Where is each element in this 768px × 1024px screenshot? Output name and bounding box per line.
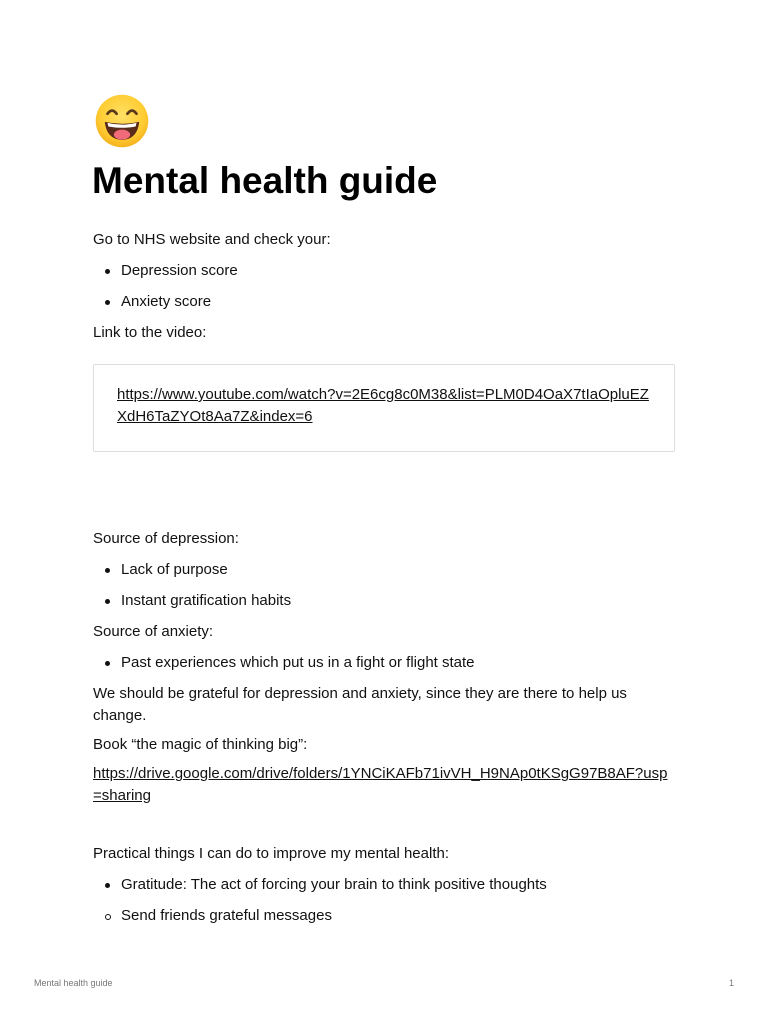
video-link[interactable]: https://www.youtube.com/watch?v=2E6cg8c0M38&list=PLM0D4OaX7tIaOpluEZXdH6TaZYOt8Aa7Z&index=6	[117, 386, 649, 425]
scores-list	[93, 260, 675, 313]
footer-title: Mental health guide	[34, 978, 113, 988]
list-item: Anxiety score	[121, 291, 675, 313]
book-link[interactable]: https://drive.google.com/drive/folders/1YNCiKAFb71ivVH_H9NAp0tKSgG97B8AF?usp=sharing	[93, 765, 668, 804]
list-item: Send friends grateful messages	[121, 905, 675, 927]
list-item: Lack of purpose	[121, 559, 675, 581]
intro-text: Go to NHS website and check your:	[93, 231, 331, 248]
anxiety-sources-list	[93, 652, 675, 674]
spacer	[93, 807, 675, 843]
practical-list	[93, 874, 675, 896]
list-item: Past experiences which put us in a fight or flight state	[121, 652, 675, 674]
grinning-face-with-tongue-icon	[93, 92, 151, 150]
grateful-note: We should be grateful for depression and anxiety, since they are there to help us change.	[93, 685, 627, 724]
video-label: Link to the video:	[93, 324, 207, 341]
depression-sources-list	[93, 559, 675, 612]
depression-heading: Source of depression:	[93, 530, 239, 547]
spacer	[93, 452, 675, 528]
list-item: Depression score	[121, 260, 675, 282]
practical-heading: Practical things I can do to improve my mental health:	[93, 845, 450, 862]
video-link-box	[93, 364, 675, 452]
list-item: Instant gratification habits	[121, 590, 675, 612]
page-footer	[34, 978, 734, 988]
document-page	[93, 92, 675, 936]
practical-sub-list	[121, 905, 675, 927]
anxiety-heading: Source of anxiety:	[93, 623, 214, 640]
page-number: 1	[728, 978, 734, 988]
book-label: Book “the magic of thinking big”:	[93, 736, 308, 753]
page-title: Mental health guide	[92, 160, 438, 201]
list-item: Gratitude: The act of forcing your brain to think positive thoughts	[121, 874, 675, 896]
